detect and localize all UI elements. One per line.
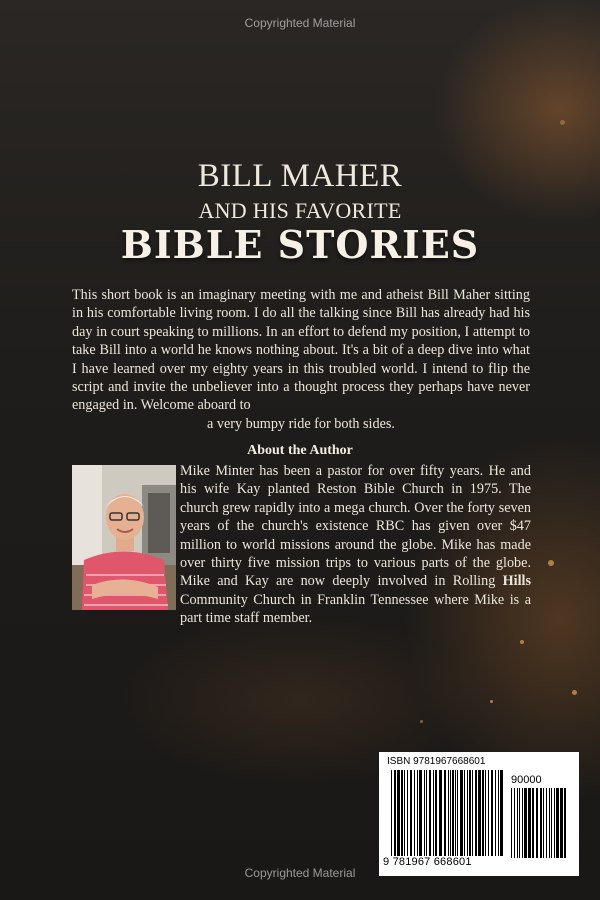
barcode-bar [429,770,431,856]
barcode-bar [460,770,463,856]
barcode-main-bars [391,770,507,858]
barcode-bar [528,788,531,858]
barcode-bar [511,788,512,858]
barcode-bar [452,770,454,856]
barcode-bar [435,770,437,856]
barcode-bar [546,788,547,858]
bokeh-sparkle [490,700,493,703]
barcode-digits: 9 781967 668601 [383,856,472,868]
barcode-bar [433,770,434,856]
barcode-bar [426,770,427,856]
barcode-bar [532,788,534,858]
barcode-bar [498,770,499,856]
barcode-bar [482,770,484,856]
barcode-bar [540,788,542,858]
barcode-bar [495,770,496,856]
bokeh-sparkle [520,640,524,644]
barcode-bar [551,788,552,858]
barcode-bar [485,770,486,856]
author-bio-text-1: Mike Minter has been a pastor for over fifty years. He and his wife Kay planted Reston Bible Church in 1975. The church grew rapidly into a mega church. Over the forty seven years of the church's existence RBC has given over $47 million to world missions around the globe. Mike has made over thirty five mission trips to various parts of the globe. Mike and Kay are now deeply involved in Rolling [180,463,531,590]
barcode-bar [455,770,456,856]
barcode-bar [464,770,465,856]
barcode-bar [536,788,538,858]
barcode-bar [448,770,449,856]
book-title-line-3: BIBLE STORIES [120,222,480,267]
barcode-bar [491,770,493,856]
bokeh-sparkle [560,120,565,125]
barcode-bar [488,770,489,856]
barcode-bar [467,770,468,856]
book-title-line-2: AND HIS FAVORITE [198,198,402,223]
watermark-bottom: Copyrighted Material [244,866,356,880]
author-bio [180,462,531,628]
watermark-top: Copyrighted Material [244,16,356,30]
author-photo [72,465,176,610]
barcode-bar [560,788,563,858]
barcode-bar [500,770,503,856]
book-title-line-1: BILL MAHER [197,158,403,194]
barcode-bar [424,770,425,856]
barcode-bar [524,788,527,858]
barcode-bar [564,788,566,858]
barcode-bar [519,788,520,858]
barcode-bar [419,770,422,856]
blurb-body: This short book is an imaginary meeting with me and atheist Bill Maher sitting in his comfortable living room. I do all the talking since Bill has already had his day in court speaking to millions. In an effort to defend my position, I attempt to take Bill into a world he knows nothing about. It's a bit of a deep dive into what I have learned over my eighty years in this troubled world. I intend to flip the script and invite the unbeliever into a thought process they perhaps have never engaged in. Welcome aboard to [72,287,530,414]
barcode-bar [469,770,471,856]
barcode-bar [404,770,405,856]
barcode-bar [549,788,550,858]
author-bio-bold-word: Hills [502,573,531,590]
barcode-bar [394,770,396,856]
barcode-bar [457,770,458,856]
barcode-bar [407,770,408,856]
barcode-bar [514,788,515,858]
barcode-bar [417,770,418,856]
bokeh-sparkle [572,690,577,695]
price-code: 90000 [511,774,542,786]
barcode-bar [444,770,446,856]
barcode-bar [522,788,523,858]
blurb-last-line: a very bumpy ride for both sides. [207,415,395,432]
barcode-bar [410,770,412,856]
book-blurb [72,286,530,433]
barcode-bar [554,788,555,858]
barcode-bar [556,788,559,858]
barcode-addon-bars [511,788,567,858]
barcode-bar [414,770,415,856]
barcode-bar [543,788,544,858]
isbn-label: ISBN 9781967668601 [387,756,486,767]
barcode-bar [478,770,481,856]
barcode-bar [450,770,451,856]
barcode-bar [439,770,442,856]
barcode-bar [397,770,400,856]
barcode-bar [472,770,473,856]
author-portrait-image [72,465,176,610]
barcode-bar [517,788,518,858]
about-author-heading: About the Author [247,443,353,458]
bokeh-sparkle [420,720,423,723]
barcode-bar [391,770,392,856]
barcode-bar [401,770,403,856]
isbn-barcode-box [379,752,579,876]
bokeh-sparkle [548,560,554,566]
author-bio-text-2: Community Church in Franklin Tennessee where Mike is a part time staff member. [180,591,531,627]
barcode-bar [475,770,477,856]
